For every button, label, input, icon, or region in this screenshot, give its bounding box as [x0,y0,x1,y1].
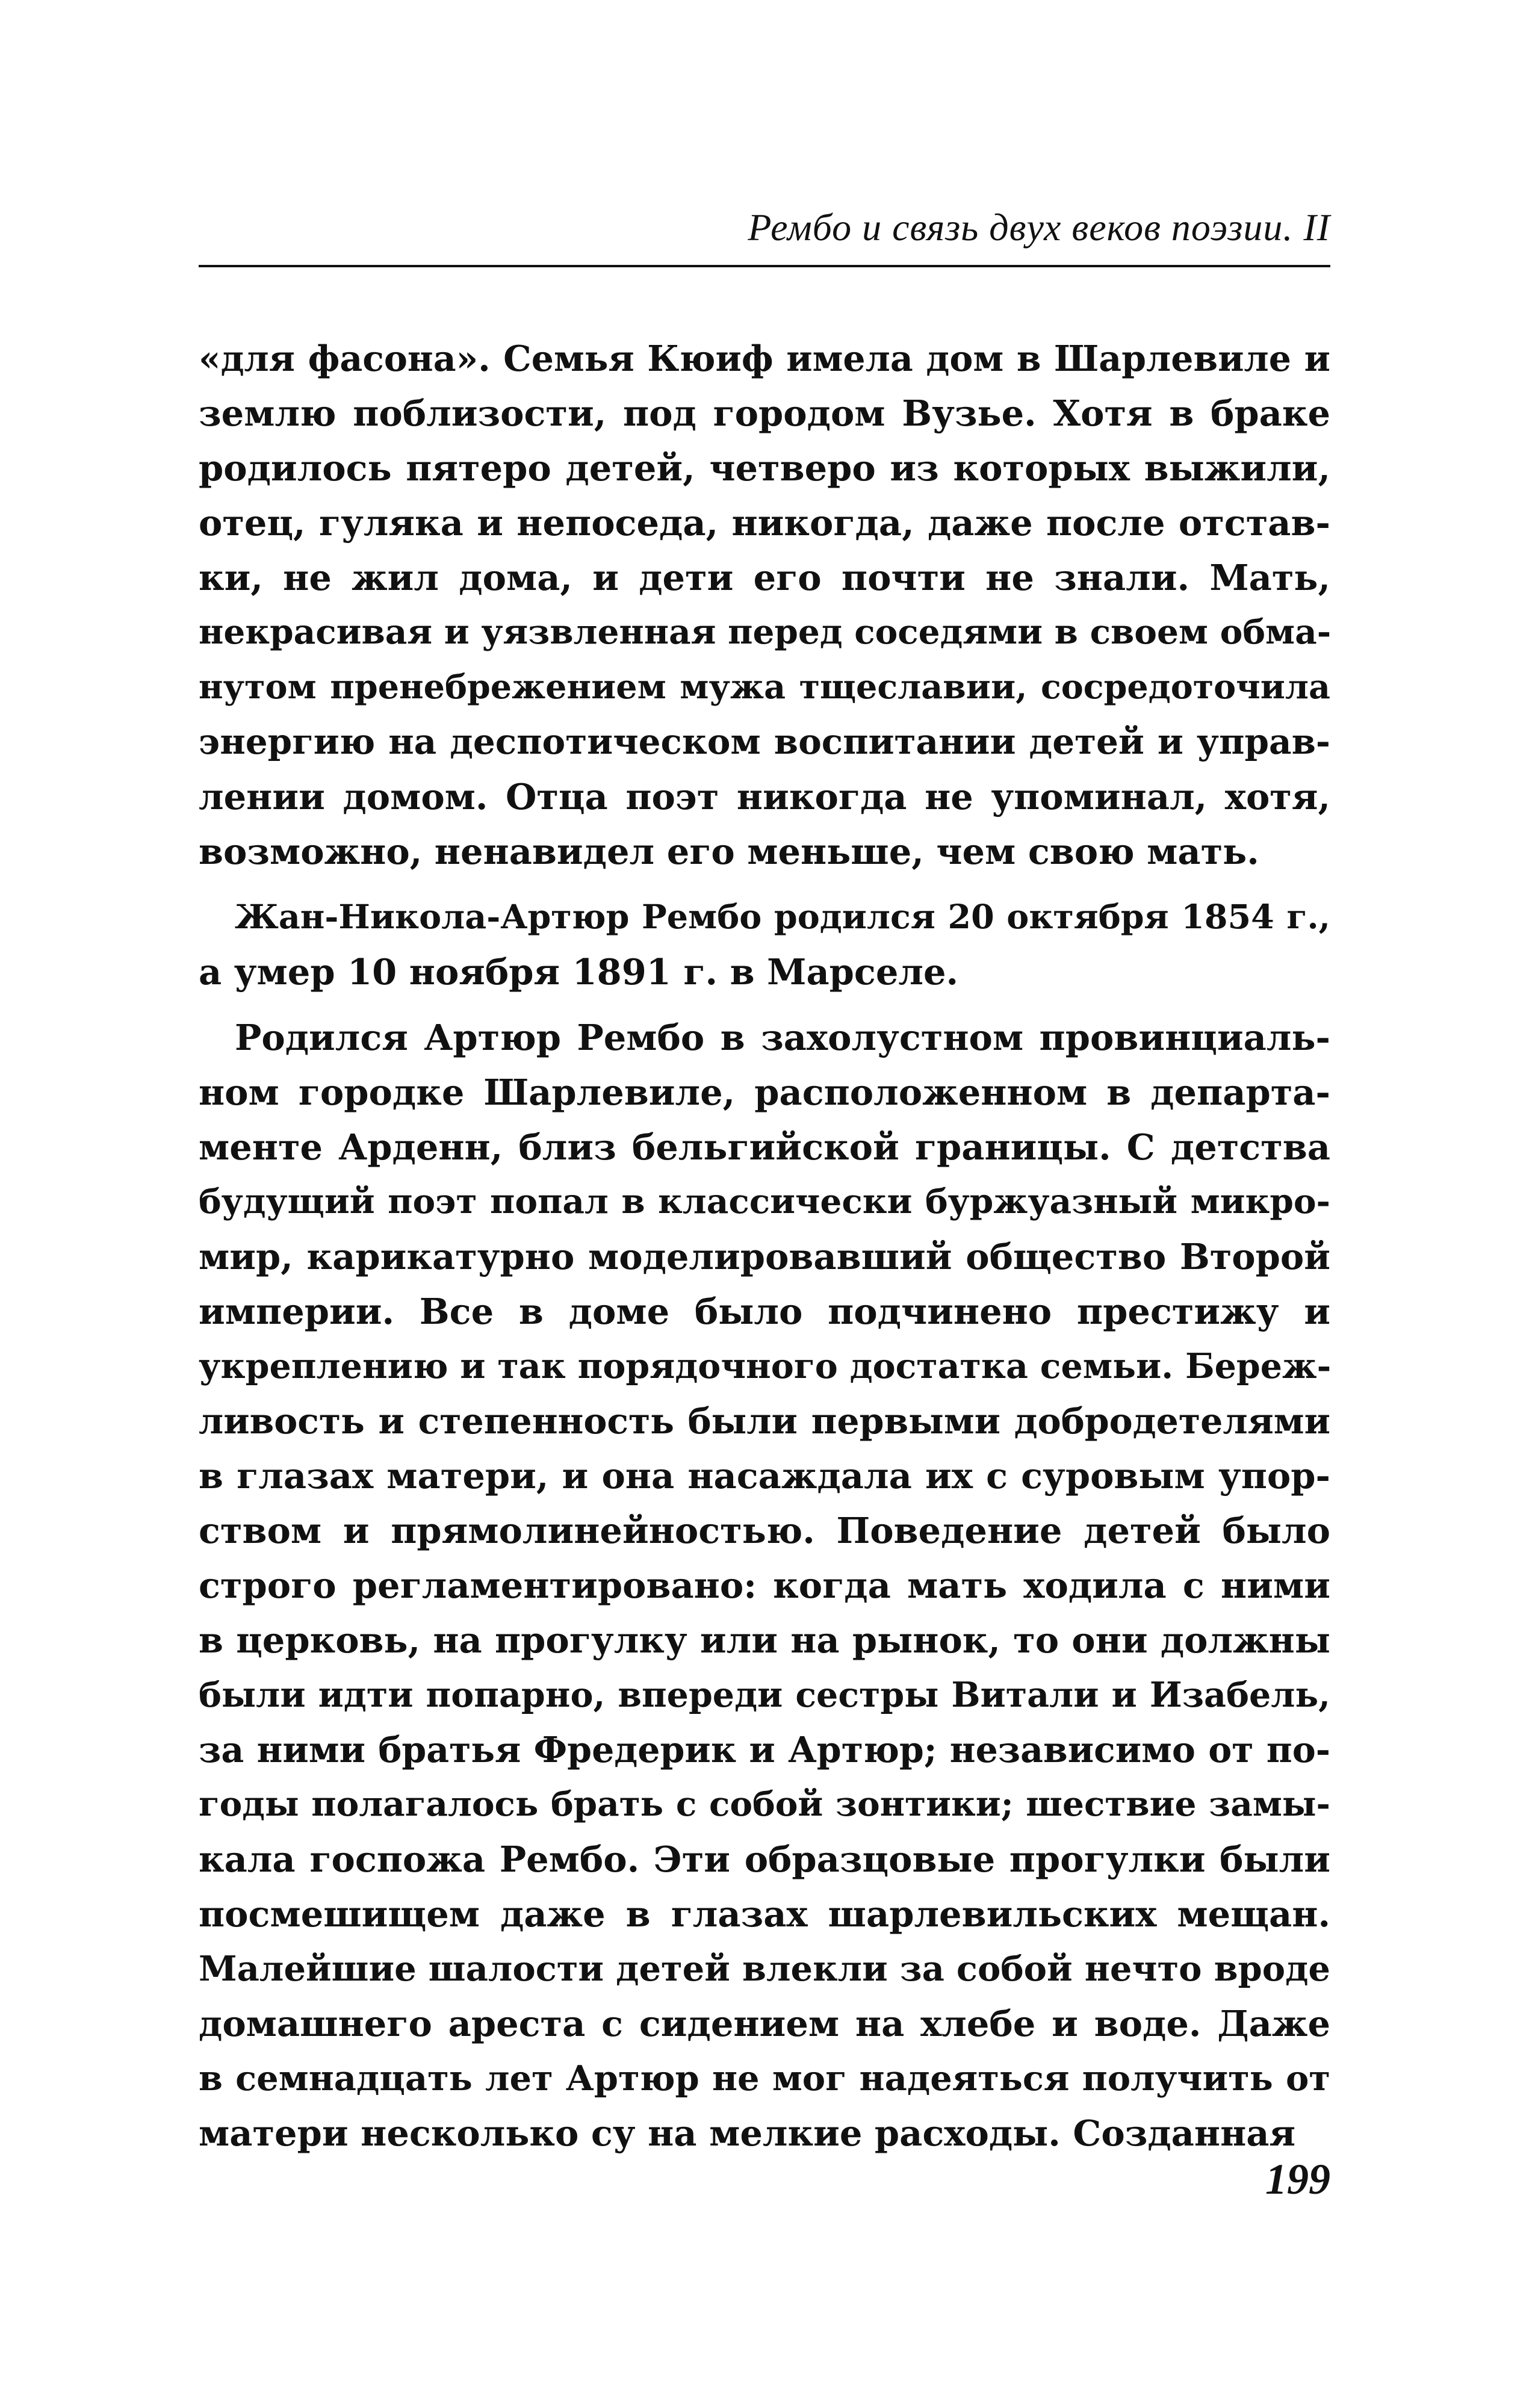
text-line: годы полагалось брать с собой зонтики; шествие замы- [199,1784,1330,1824]
text-line: в семнадцать лет Артюр не мог надеяться получить от [199,2058,1330,2099]
text-line: нутом пренебрежением мужа тщеславии, сосредоточила [199,668,1330,707]
text-line: были идти попарно, впереди сестры Витали и Изабель, [199,1675,1330,1715]
text-line: а умер 10 ноября 1891 г. в Марселе. [199,951,959,993]
paragraph [199,890,1330,999]
text-line: за ними братья Фредерик и Артюр; независимо от по- [199,1729,1330,1770]
text-line: отец, гуляка и непоседа, никогда, даже после отстав- [199,502,1330,544]
text-line: ки, не жил дома, и дети его почти не знали. Мать, [199,557,1330,598]
page-number: 199 [1265,2155,1330,2203]
text-line: землю поблизости, под городом Вузье. Хотя в браке [199,393,1330,434]
text-line: некрасивая и уязвленная перед соседями в своем обма- [199,612,1332,652]
text-line: Жан-Никола-Артюр Рембо родился 20 октября 1854 г., [235,898,1330,937]
text-line: посмешищем даже в глазах шарлевильских мещан. [199,1893,1330,1935]
header-rule [199,265,1330,267]
text-line: домашнего ареста с сидением на хлебе и воде. Даже [199,2003,1330,2044]
text-line: империи. Все в доме было подчинено престижу и [199,1291,1330,1332]
text-line: ном городке Шарлевиле, расположенном в департа- [199,1072,1330,1113]
text-line: в глазах матери, и она насаждала их с суровым упор- [199,1455,1330,1497]
running-head: Рембо и связь двух веков поэзии. II [748,206,1330,249]
paragraph [199,331,1330,879]
paragraph [199,1010,1330,2161]
text-line: в церковь, на прогулку или на рынок, то они должны [199,1619,1330,1661]
text-line: возможно, ненавидел его меньше, чем свою мать. [199,831,1259,872]
body-text [199,331,1330,2171]
text-line: строго регламентировано: когда мать ходила с ними [199,1565,1330,1606]
text-line: ством и прямолинейностью. Поведение детей было [199,1510,1330,1551]
text-line: кала госпожа Рембо. Эти образцовые прогулки были [199,1839,1330,1880]
text-line: родилось пятеро детей, четверо из которых выжили, [199,447,1330,489]
text-line: «для фасона». Семья Кюиф имела дом в Шарлевиле и [199,338,1330,379]
text-line: ливость и степенность были первыми добродетелями [199,1400,1330,1442]
text-line: менте Арденн, близ бельгийской границы. С детства [199,1126,1330,1168]
text-line: Малейшие шалости детей влекли за собой нечто вроде [199,1948,1330,1989]
text-line: энергию на деспотическом воспитании детей и управ- [199,721,1330,762]
text-line: укреплению и так порядочного достатка семьи. Береж- [199,1346,1332,1386]
text-line: матери несколько су на мелкие расходы. Созданная [199,2112,1296,2154]
text-line: будущий поэт попал в классически буржуазный микро- [199,1182,1330,1221]
text-line: лении домом. Отца поэт никогда не упоминал, хотя, [199,776,1330,818]
text-line: Родился Артюр Рембо в захолустном провинциаль- [235,1017,1330,1058]
text-line: мир, карикатурно моделировавший общество Второй [199,1236,1330,1277]
